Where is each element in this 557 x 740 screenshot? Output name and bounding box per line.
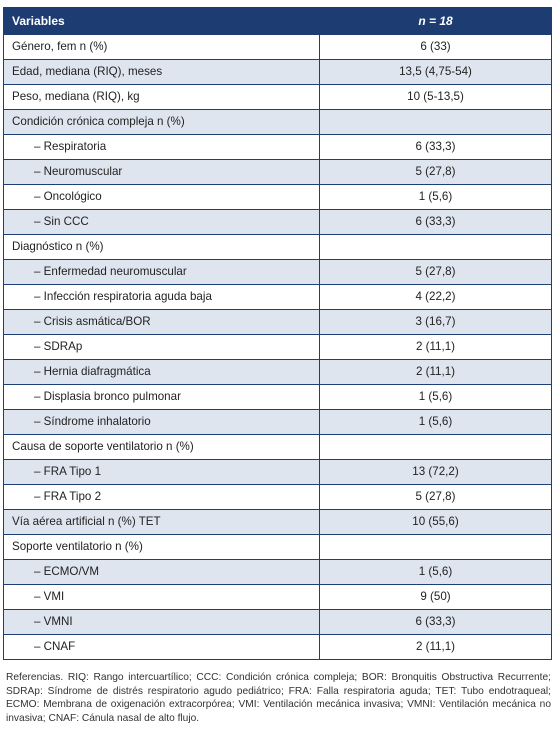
row-value: 5 (27,8) (320, 160, 552, 185)
row-label: – Respiratoria (4, 135, 320, 160)
row-value: 2 (11,1) (320, 335, 552, 360)
table-row (4, 535, 552, 560)
table-footnote: Referencias. RIQ: Rango intercuartílico; CCC: Condición crónica compleja; BOR: Bronquitis Obstructiva Recurrente; SDRAp: Síndrome de distrés respiratorio agudo pediátrico; FRA: Falla respiratoria aguda; TET: Tubo endotraqueal; ECMO: Membrana de oxigenación extracorpórea; VMI: Ventilación mecánica invasiva; VMNI: Ventilación mecánica no invasiva; CNAF: Cánula nasal de alto flujo. (6, 672, 551, 724)
row-value: 6 (33) (320, 35, 552, 60)
table-row (4, 360, 552, 385)
row-value: 10 (55,6) (320, 510, 552, 535)
data-table-container (3, 7, 551, 660)
table-row (4, 285, 552, 310)
table-row (4, 410, 552, 435)
row-label: Edad, mediana (RIQ), meses (4, 60, 320, 85)
table-row (4, 210, 552, 235)
table-row (4, 110, 552, 135)
row-label: – Infección respiratoria aguda baja (4, 285, 320, 310)
row-value: 2 (11,1) (320, 360, 552, 385)
table-row (4, 235, 552, 260)
table-row (4, 260, 552, 285)
row-label: – Síndrome inhalatorio (4, 410, 320, 435)
table-row (4, 160, 552, 185)
table-row (4, 35, 552, 60)
row-label: – FRA Tipo 1 (4, 460, 320, 485)
row-value: 10 (5-13,5) (320, 85, 552, 110)
row-label: – FRA Tipo 2 (4, 485, 320, 510)
row-label: Peso, mediana (RIQ), kg (4, 85, 320, 110)
table-row (4, 310, 552, 335)
demographics-table (3, 7, 552, 660)
table-row (4, 560, 552, 585)
table-row (4, 185, 552, 210)
table-header-row (4, 8, 552, 35)
row-value: 6 (33,3) (320, 210, 552, 235)
row-value: 1 (5,6) (320, 560, 552, 585)
row-label: Género, fem n (%) (4, 35, 320, 60)
row-label: – SDRAp (4, 335, 320, 360)
table-row (4, 610, 552, 635)
row-label: – Displasia bronco pulmonar (4, 385, 320, 410)
table-body (4, 35, 552, 660)
row-label: – CNAF (4, 635, 320, 660)
row-label: Condición crónica compleja n (%) (4, 110, 320, 135)
row-value: 5 (27,8) (320, 485, 552, 510)
row-value: 1 (5,6) (320, 385, 552, 410)
header-n: n = 18 (320, 8, 552, 35)
row-value: 3 (16,7) (320, 310, 552, 335)
row-label: – ECMO/VM (4, 560, 320, 585)
table-row (4, 510, 552, 535)
row-label: Vía aérea artificial n (%) TET (4, 510, 320, 535)
table-row (4, 485, 552, 510)
row-value: 13 (72,2) (320, 460, 552, 485)
row-value: 13,5 (4,75-54) (320, 60, 552, 85)
row-label: Causa de soporte ventilatorio n (%) (4, 435, 320, 460)
table-row (4, 385, 552, 410)
row-label: – Hernia diafragmática (4, 360, 320, 385)
table-row (4, 60, 552, 85)
row-label: – Enfermedad neuromuscular (4, 260, 320, 285)
row-value: 6 (33,3) (320, 610, 552, 635)
table-row (4, 135, 552, 160)
row-label: Diagnóstico n (%) (4, 235, 320, 260)
table-row (4, 460, 552, 485)
row-value (320, 435, 552, 460)
row-value (320, 110, 552, 135)
row-value: 1 (5,6) (320, 185, 552, 210)
row-value (320, 235, 552, 260)
table-row (4, 635, 552, 660)
row-value: 1 (5,6) (320, 410, 552, 435)
row-label: Soporte ventilatorio n (%) (4, 535, 320, 560)
row-value: 2 (11,1) (320, 635, 552, 660)
row-label: – Neuromuscular (4, 160, 320, 185)
header-variables: Variables (4, 8, 320, 35)
row-value: 4 (22,2) (320, 285, 552, 310)
row-value: 6 (33,3) (320, 135, 552, 160)
table-row (4, 335, 552, 360)
row-value: 5 (27,8) (320, 260, 552, 285)
table-row (4, 435, 552, 460)
row-value: 9 (50) (320, 585, 552, 610)
table-row (4, 585, 552, 610)
row-label: – VMI (4, 585, 320, 610)
row-value (320, 535, 552, 560)
row-label: – VMNI (4, 610, 320, 635)
row-label: – Crisis asmática/BOR (4, 310, 320, 335)
table-row (4, 85, 552, 110)
row-label: – Oncológico (4, 185, 320, 210)
row-label: – Sin CCC (4, 210, 320, 235)
